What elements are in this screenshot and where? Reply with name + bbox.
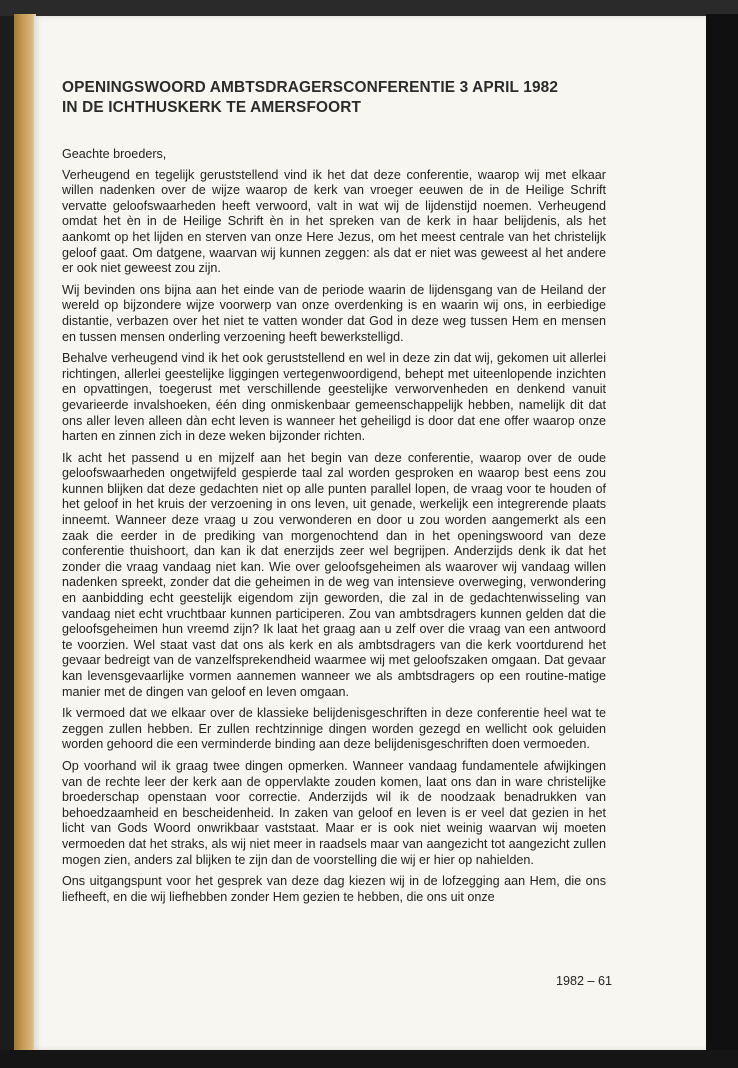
page-content (62, 78, 606, 911)
title-line-2: IN DE ICHTHUSKERK TE AMERSFOORT (62, 99, 362, 116)
paragraph-1: Verheugend en tegelijk geruststellend vind ik het dat deze conferentie, waarop wij met elkaar willen nadenken over de wijze waarop de kerk van vroeger eeuwen de in de Heilige Schrift vervatte geloofswaarheden heeft verwoord, valt in wat wij de lijdenstijd noemen. Verheugend omdat het èn in de Heilige Schrift èn in het spreken van de kerk in haar belijdenis, als het aankomt op het lijden en sterven van onze Here Jezus, om het meest centrale van het christelijk geloof gaat. Om datgene, waarvan wij kunnen zeggen: als dat er niet was geweest al het andere er ook niet geweest zou zijn. (62, 167, 606, 276)
paragraph-5: Ik vermoed dat we elkaar over de klassieke belijdenisgeschriften in deze conferentie heel wat te zeggen zullen hebben. Er zullen rechtzinnige dingen worden gezegd en wellicht ook geluiden worden gehoord die een verminderde binding aan deze belijdenisgeschriften doen vermoeden. (62, 706, 606, 752)
page-number: 1982 – 61 (556, 974, 613, 988)
paragraph-6: Op voorhand wil ik graag twee dingen opmerken. Wanneer vandaag fundamentele afwijkingen van de rechte leer der kerk aan de oppervlakte zouden komen, laat ons dan in ware christelijke broederschap openstaan voor correctie. Anderzijds wil ik de noodzaak benadrukken van behoedzaamheid en bescheidenheid. In zaken van geloof en leven is er veel dat gezien in het licht van Gods Woord onwrikbaar vaststaat. Maar er is ook niet weinig waarvan wij moeten vermoeden dat het straks, als wij niet meer in raadsels maar van aangezicht tot aangezicht zullen mogen zien, anders zal blijken te zijn dan de voorstelling die wij er hier op nahielden. (62, 758, 606, 867)
scan-border-top (0, 0, 738, 16)
book-spine (14, 14, 36, 1054)
salutation: Geachte broeders, (62, 147, 167, 161)
paragraph-7: Ons uitgangspunt voor het gesprek van deze dag kiezen wij in de lofzegging aan Hem, die ons liefheeft, en die wij liefhebben zonder Hem gezien te hebben, die ons uit onze (62, 874, 606, 904)
paragraph-2: Wij bevinden ons bijna aan het einde van de periode waarin de lijdensgang van de Heiland der wereld op bijzondere wijze voorwerp van onze overdenking is en waarin wij ons, in eerbiedige distantie, verbazen over het niet te vatten wonder dat God in deze weg tussen Hem en mensen en tussen mensen onderling verzoening heeft bewerkstelligd. (62, 282, 606, 344)
scan-border-bottom (0, 1050, 738, 1068)
page-title (62, 78, 606, 118)
paragraph-3: Behalve verheugend vind ik het ook geruststellend en wel in deze zin dat wij, gekomen uit allerlei richtingen, allerlei geestelijke liggingen vertegenwoordigend, behept met uiteenlopende inzichten en opvattingen, toegerust met verschillende geestelijke verworvenheden en denkend vanuit gevarieerde invalshoeken, één ding onmiskenbaar gemeenschappelijk hebben, namelijk dit dat ons aller leven alleen dàn echt leven is wanneer het geheiligd is door dat ene offer waarop onze harten en zinnen zich in deze weken bijzonder richten. (62, 351, 606, 444)
paragraph-4: Ik acht het passend u en mijzelf aan het begin van deze conferentie, waarop over de oude geloofswaarheden ongetwijfeld gespierde taal zal worden gesproken en waarop best eens zou kunnen blijken dat deze gedachten niet op alle punten parallel lopen, de vraag voor te houden of het geloof in het kruis der verzoening in ons leven, uit genade, werkelijk een integrerende plaats inneemt. Wanneer deze vraag u zou verwonderen en door u zou worden aangemerkt als een zaak die eerder in de prediking van morgenochtend dan in het openingswoord van deze conferentie thuishoort, dan kan ik dat enerzijds zeer wel begrijpen. Anderzijds denk ik dat het zonder die vraag vandaag niet kan. Wie over geloofsgeheimen als waarover wij vandaag willen nadenken spreekt, zonder dat die geheimen in de weg van intensieve overweging, verwondering en aanbidding echt geestelijk eigendom zijn geworden, die zal in de gedachtenwisseling van vandaag niet echt vruchtbaar kunnen participeren. Zou van ambtsdragers kunnen gelden dat die geloofsgeheimen hun vreemd zijn? Ik laat het graag aan u zelf over die vraag van een antwoord te voorzien. Wel staat vast dat ons als kerk en als ambtsdragers van die kerk voortdurend het gevaar bedreigt van de vanzelfsprekendheid waarmee wij met geloofszaken omgaan. Dat gevaar kan levensgevaarlijke vormen aannemen wanneer we als ambtsdragers op een routine-matige manier met de dingen van geloof en leven omgaan. (62, 450, 606, 699)
scan-border-right (706, 14, 738, 1068)
title-line-1: OPENINGSWOORD AMBTSDRAGERSCONFERENTIE 3 APRIL 1982 (62, 79, 559, 96)
